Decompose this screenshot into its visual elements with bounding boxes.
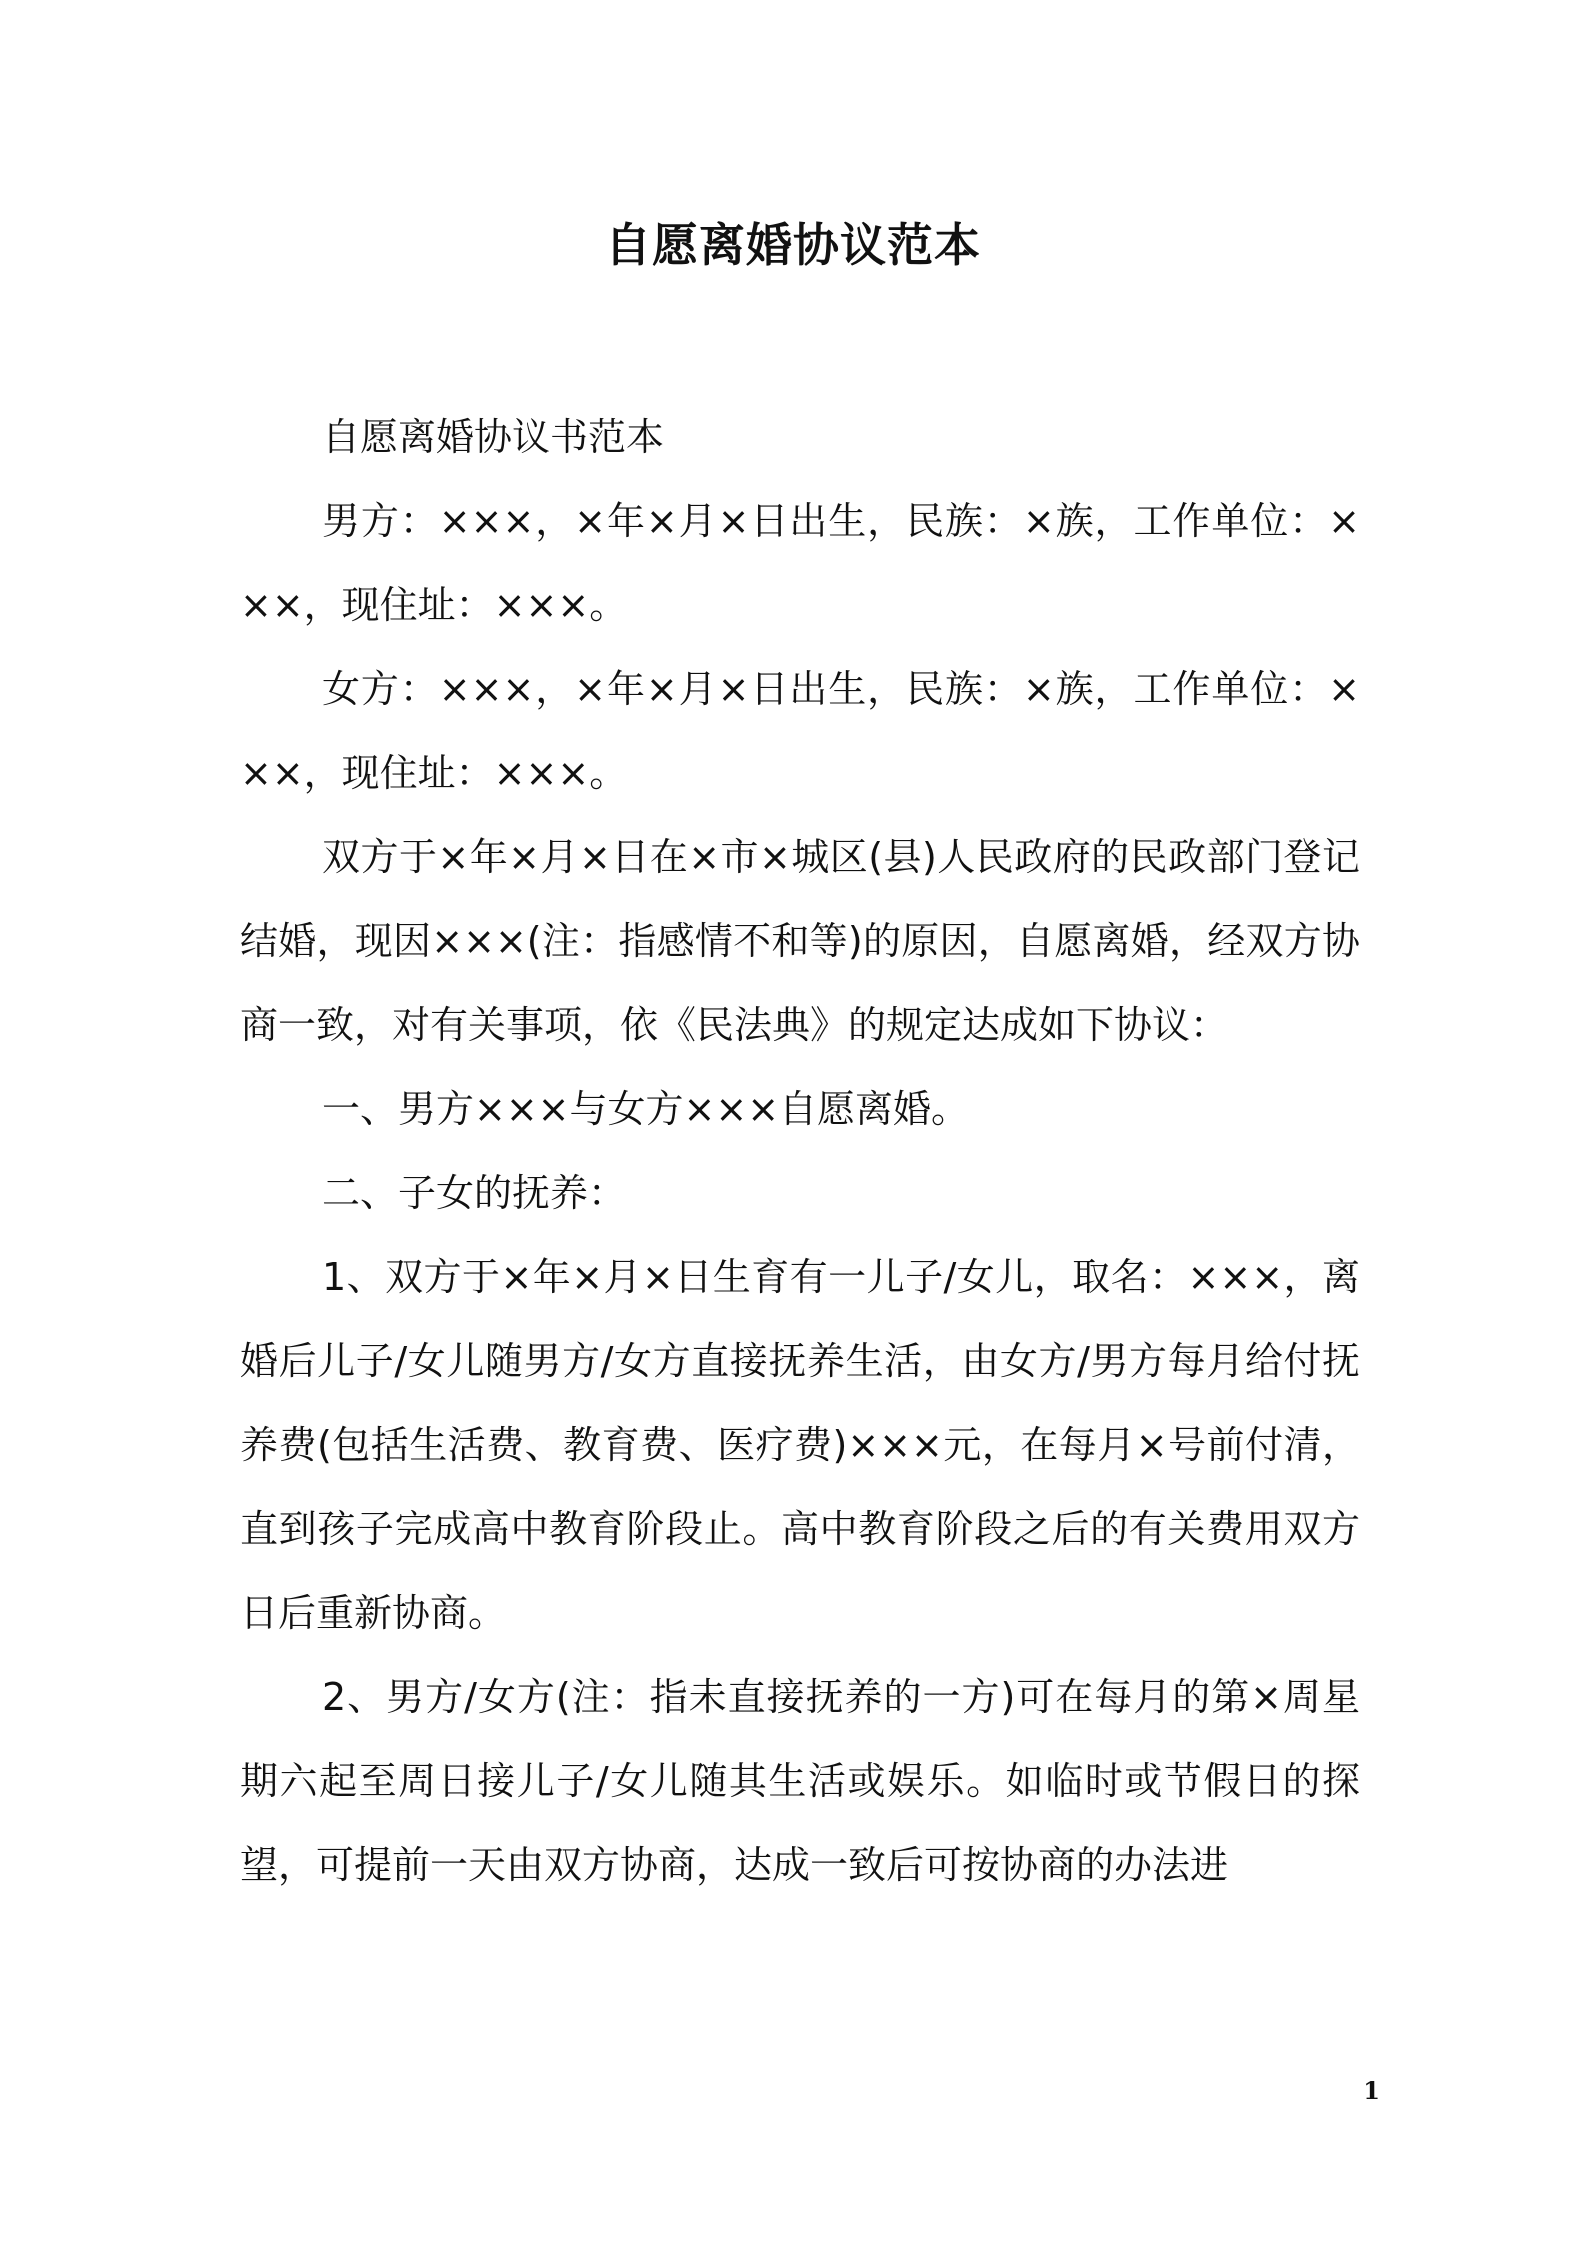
- page-number: 1: [1363, 2076, 1380, 2105]
- document-title: 自愿离婚协议范本: [605, 218, 981, 272]
- paragraph-male-party: 男方：×××，×年×月×日出生，民族：×族，工作单位：×××，现住址：×××。: [240, 499, 1360, 627]
- paragraph-clause-2-item-1: 1、双方于×年×月×日生育有一儿子/女儿，取名：×××，离婚后儿子/女儿随男方/女方直接抚养生活，由女方/男方每月给付抚养费(包括生活费、教育费、医疗费)×××元，在每月×号前付清，直到孩子完成高中教育阶段止。高中教育阶段之后的有关费用双方日后重新协商。: [240, 1255, 1360, 1635]
- paragraph-clause-2-item-2: 2、男方/女方(注：指未直接抚养的一方)可在每月的第×周星期六起至周日接儿子/女儿随其生活或娱乐。如临时或节假日的探望，可提前一天由双方协商，达成一致后可按协商的办法进: [240, 1675, 1360, 1887]
- paragraph-subtitle: 自愿离婚协议书范本: [322, 415, 665, 459]
- paragraph-female-party: 女方：×××，×年×月×日出生，民族：×族，工作单位：×××，现住址：×××。: [240, 667, 1360, 795]
- paragraph-marriage-registration: 双方于×年×月×日在×市×城区(县)人民政府的民政部门登记结婚，现因×××(注：指感情不和等)的原因，自愿离婚，经双方协商一致，对有关事项，依《民法典》的规定达成如下协议：: [240, 835, 1360, 1047]
- document-body: [240, 395, 1360, 1907]
- paragraph-clause-2: 二、子女的抚养：: [322, 1171, 627, 1215]
- paragraph-clause-1: 一、男方×××与女方×××自愿离婚。: [322, 1087, 970, 1131]
